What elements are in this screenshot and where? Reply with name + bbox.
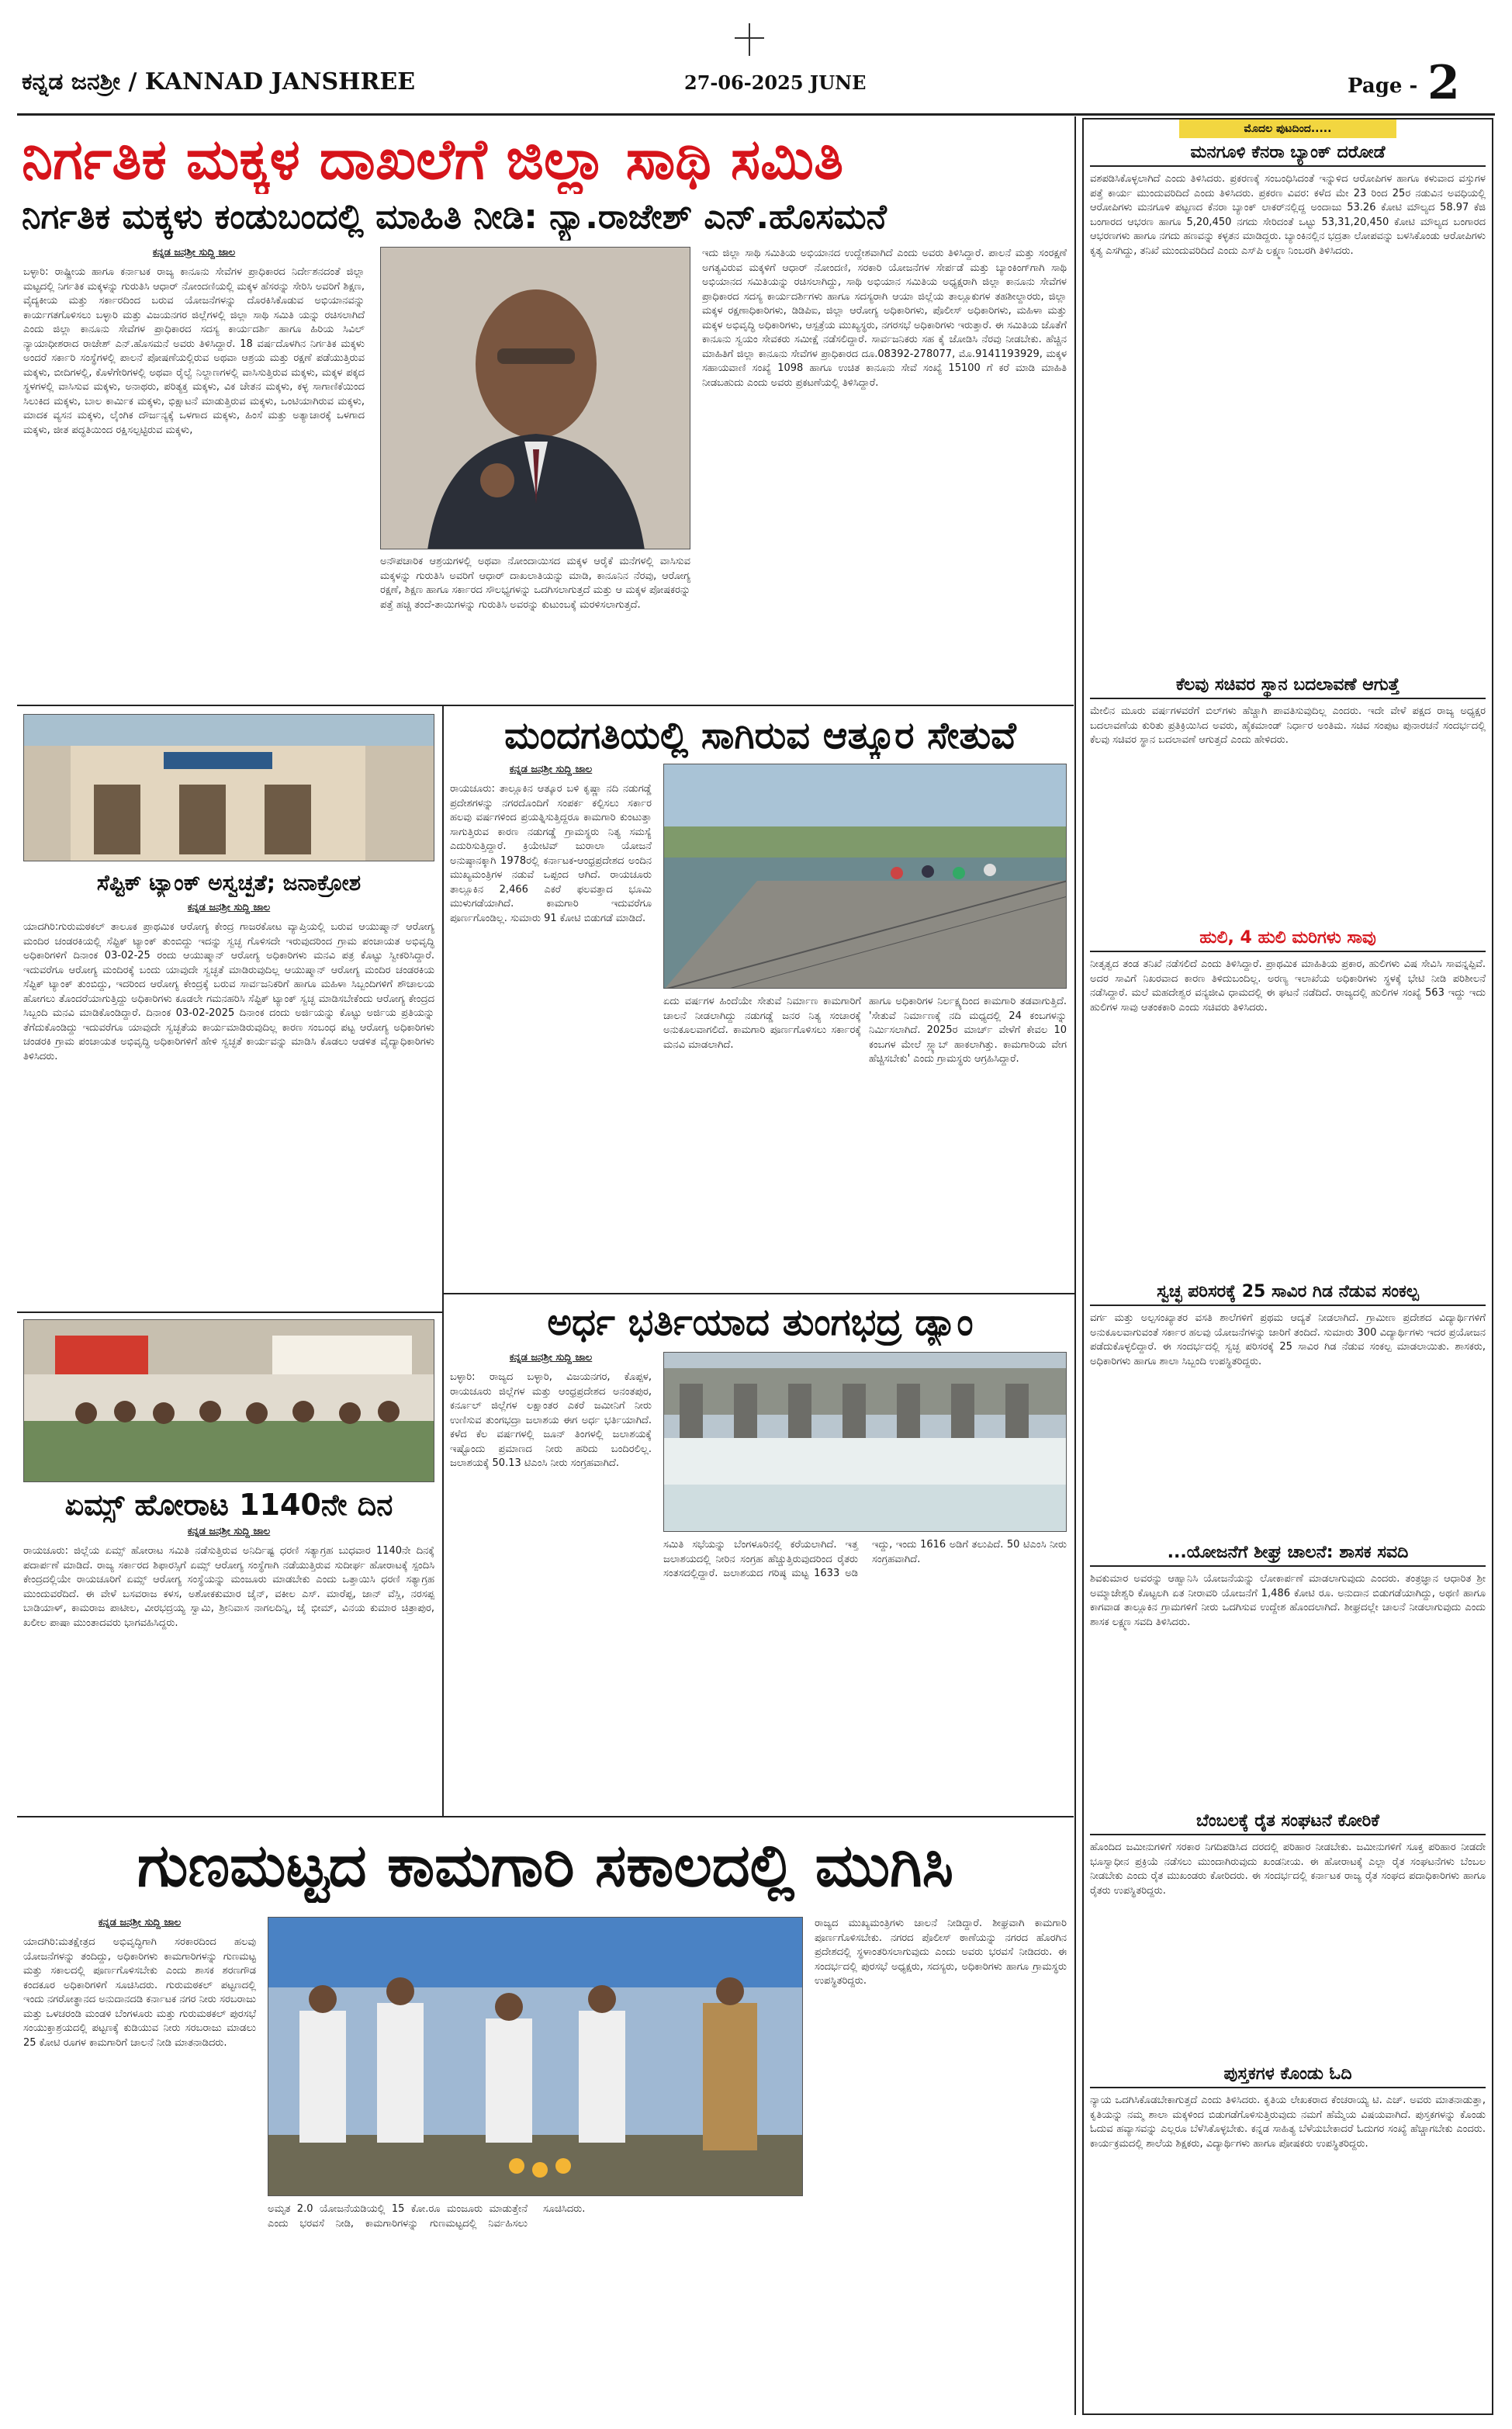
- quality-col-right: ರಾಜ್ಯದ ಮುಖ್ಯಮಂತ್ರಿಗಳು ಚಾಲನೆ ನೀಡಿದ್ದಾರೆ. ಶೀಘ್ರವಾಗಿ ಕಾಮಗಾರಿ ಪೂರ್ಣಗೊಳಿಸಬೇಕು. ನಗರದ ಪೊಲೀಸ್ ಠಾಣೆಯನ್ನು ನಗರದ ಹೊರಗಿನ ಪ್ರದೇಶದಲ್ಲಿ ಸ್ಥಳಾಂತರಿಸಲಾಗುವುದು ಎಂದು ಅವರು ಭರವಸೆ ನೀಡಿದರು. ಈ ಸಂದರ್ಭದಲ್ಲಿ ಪುರಸಭೆ ಅಧ್ಯಕ್ಷರು, ಸದಸ್ಯರು, ಅಧಿಕಾರಿಗಳು ಹಾಗೂ ಗ್ರಾಮಸ್ಥರು ಉಪಸ್ಥಿತರಿದ್ದರು.: [815, 1918, 1067, 1987]
- bridge-byline: ಕನ್ನಡ ಜನಶ್ರೀ ಸುದ್ದಿ ಜಾಲ: [509, 764, 593, 775]
- bridge-col-right: ಹಾಗೂ ಅಧಿಕಾರಿಗಳ ನಿರ್ಲಕ್ಷ್ಯದಿಂದ ಕಾಮಗಾರಿ ತಡವಾಗುತ್ತಿದೆ. 'ಸೇತುವೆ ನಿರ್ಮಾಣಕ್ಕೆ ನದಿ ಮಧ್ಯದಲ್ಲಿ 24 ಕಂಬಗಳನ್ನು ನಿರ್ಮಿಸಲಾಗಿದೆ. 2025ರ ಮಾರ್ಚ್ ವೇಳೆಗೆ ಕೇವಲ 10 ಕಂಬಗಳ ಮೇಲೆ ಸ್ಲ್ಯಾಬ್ ಹಾಕಲಾಗಿತ್ತು. ಕಾಮಗಾರಿಯ ವೇಗ ಹೆಚ್ಚಿಸಬೇಕು' ಎಂದು ಗ್ರಾಮಸ್ಥರು ಆಗ್ರಹಿಸಿದ್ದಾರೆ.: [869, 996, 1067, 1065]
- lead-col1: ಬಳ್ಳಾರಿ: ರಾಷ್ಟ್ರೀಯ ಹಾಗೂ ಕರ್ನಾಟಕ ರಾಜ್ಯ ಕಾನೂನು ಸೇವೆಗಳ ಪ್ರಾಧಿಕಾರದ ನಿರ್ದೇಶನದಂತೆ ಜಿಲ್ಲಾ ಮಟ್ಟದಲ್ಲಿ ನಿರ್ಗತಿಕ ಮಕ್ಕಳನ್ನು ಗುರುತಿಸಿ ಆಧಾರ್ ನೋಂದಣಿಯಲ್ಲಿ ಮಕ್ಕಳ ಹೆಸರನ್ನು ಸೇರಿಸಿ ಅವರಿಗೆ ಶಿಕ್ಷಣ, ವೈದ್ಯಕೀಯ ಮತ್ತು ಸರ್ಕಾರದಿಂದ ಬರುವ ಯೋಜನೆಗಳನ್ನು ದೊರಕಿಸಿಕೊಡುವ ಅಭಿಯಾನವನ್ನು ಕಾರ್ಯಗತಗೊಳಿಸಲು ಬಳ್ಳಾರಿ ಮತ್ತು ವಿಜಯನಗರ ಜಿಲ್ಲೆಗಳಲ್ಲಿ ಜಿಲ್ಲಾ ಸಾಥಿ ಸಮಿತಿ ಯನ್ನು ರಚಿಸಲಾಗಿದೆ ಎಂದು ಜಿಲ್ಲಾ ಕಾನೂನು ಸೇವೆಗಳ ಪ್ರಾಧಿಕಾರದ ಸದಸ್ಯ ಕಾರ್ಯದರ್ಶಿ ಹಾಗೂ ಹಿರಿಯ ಸಿವಿಲ್ ನ್ಯಾಯಾಧೀಶರಾದ ರಾಜೇಶ್ ಎನ್.ಹೊಸಮನೆ ಅವರು ತಿಳಿಸಿದ್ದಾರೆ. 18 ವರ್ಷದೊಳಗಿನ ನಿರ್ಗತಿಕ ಮಕ್ಕಳು ಅಂದರೆ ಸರ್ಕಾರಿ ಸಂಸ್ಥೆಗಳಲ್ಲಿ ಪಾಲನೆ ಪೋಷಣೆಯಲ್ಲಿರುವ ಅಥವಾ ಆಶ್ರಯ ಮತ್ತು ರಕ್ಷಣೆ ಪಡೆಯುತ್ತಿರುವ ಮಕ್ಕಳು, ಬೀದಿಗಳಲ್ಲಿ, ಕೊಳೆಗೇರಿಗಳಲ್ಲಿ ಅಥವಾ ರೈಲ್ವೆ ನಿಲ್ದಾಣಗಳಲ್ಲಿ ವಾಸಿಸುತ್ತಿರುವ ಮಕ್ಕಳು, ಮಕ್ಕಳ ಪಕ್ಕದ ಸ್ಥಳಗಳಲ್ಲಿ ವಾಸಿಸುವ ಮಕ್ಕಳು, ಅನಾಥರು, ಪರಿತ್ಯಕ್ತ ಮಕ್ಕಳು, ವಿಕ ಚೇತನ ಮಕ್ಕಳು, ಕಳ್ಳ ಸಾಗಾಣಿಕೆಯಿಂದ ಸಿಲುಕಿದ ಮಕ್ಕಳು, ಬಾಲ ಕಾರ್ಮಿಕ ಮಕ್ಕಳು, ಭಿಕ್ಷಾಟನೆ ಮಾಡುತ್ತಿರುವ ಮಕ್ಕಳು, ಒಂಟಿಯಾಗಿರುವ ಮಕ್ಕಳು, ಮಾದಕ ವ್ಯಸನ ಮಕ್ಕಳು, ಲೈಂಗಿಕ ದೌರ್ಜನ್ಯಕ್ಕೆ ಒಳಗಾದ ಮಕ್ಕಳು, ಹಿಂಸೆ ಮತ್ತು ಅತ್ಯಾಚಾರಕ್ಕೆ ಒಳಗಾದ ಮಕ್ಕಳು, ಜೀತ ಪದ್ಧತಿಯಿಂದ ರಕ್ಷಿಸಲ್ಪಟ್ಟಿರುವ ಮಕ್ಕಳು,: [23, 266, 365, 436]
- section-rule: [17, 705, 1074, 706]
- sidebar-story1-headline: ಮನಗೂಳಿ ಕೆನರಾ ಬ್ಯಾಂಕ್ ದರೋಡೆ: [1090, 140, 1486, 167]
- sidebar-story2-headline: ಕೆಲವು ಸಚಿವರ ಸ್ಥಾನ ಬದಲಾವಣೆ ಆಗುತ್ತೆ: [1090, 672, 1486, 699]
- dam-photo: [663, 1352, 1067, 1532]
- septic-body: ಯಾದಗಿರಿ:ಗುರುಮಠಕಲ್ ತಾಲೂಕ ಪ್ರಾಥಮಿಕ ಆರೋಗ್ಯ ಕೇಂದ್ರ ಗಾಜರಕೋಟ ವ್ಯಾಪ್ತಿಯಲ್ಲಿ ಬರುವ ಆಯುಷ್ಮಾನ್ ಆರೋಗ್ಯ ಮಂದಿರ ಚಂಡರಕಿಯಲ್ಲಿ ಸೆಪ್ಟಿಕ್ ಟ್ಯಾಂಕ್ ತುಂಬಿದ್ದು ಇದನ್ನು ಸ್ವಚ್ಛ ಗೊಳಿಸದೇ ಇರುವುದರಿಂದ ಗ್ರಾಮ ಪಂಚಾಯತ ಅಭಿವೃದ್ಧಿ ಅಧಿಕಾರಿಗಳಿಗೆ ದಿನಾಂಕ 03-02-25 ರಂದು ಆಯುಷ್ಮಾನ್ ಆರೋಗ್ಯ ಅಧಿಕಾರಿಗಳು ಮನವಿ ಪತ್ರ ಕೊಟ್ಟು ಸ್ವೀಕರಿಸಿದ್ದಾರೆ. ಇದುವರೆಗೂ ಆರೋಗ್ಯ ಮಂದಿರಕ್ಕೆ ಬಂದು ಯಾವುದೇ ಸ್ವಚ್ಛತೆ ಮಾಡಿರುವುದಿಲ್ಲ ಆಯುಷ್ಮಾನ್ ಆರೋಗ್ಯ ಮಂದಿರ ಚಂಡರಕಿಯ ಸೆಪ್ಟಿಕ್ ಟ್ಯಾಂಕ್ ತುಂಬಿದ್ದು, ಇದರಿಂದ ಆರೋಗ್ಯ ಕೇಂದ್ರಕ್ಕೆ ಬರುವ ಸಾರ್ವಜನಿಕರಿಗೆ ಹಾಗೂ ಮಹಿಳಾ ಸಿಬ್ಬಂದಿಗಳಿಗೆ ಶೌಚಾಲಯ ಹೋಗಲು ತೊಂದರೆಯಾಗುತ್ತಿದ್ದು ಅಧಿಕಾರಿಗಳು ಕೂಡಲೇ ಗಮನಹರಿಸಿ ಸೆಪ್ಟಿಕ್ ಟ್ಯಾಂಕ್ ಸ್ವಚ್ಛ ಮಾಡಿಸಬೇಕೆಂದು ಆರೋಗ್ಯ ಕೇಂದ್ರದ ಸಿಬ್ಬಂದಿ ಮನವಿ ಮಾಡಿಕೊಂಡಿದ್ದಾರೆ. ದಿನಾಂಕ 03-02-2025 ದಿನಾಂಕ ದಂದು ಅರ್ಜಿಯನ್ನು ಕೊಟ್ಟು ಅರ್ಜಿಯ ಪ್ರತಿಯನ್ನು ತೆಗೆದುಕೊಂಡಿದ್ದು ಇದುವರೆಗೂ ಯಾವುದೇ ಸ್ವಚ್ಛತೆಯ ಕಾರ್ಯಮಾಡಿರುವುದಿಲ್ಲ ಕಾರಣ ಸಂಬಂಧ ಪಟ್ಟ ಆರೋಗ್ಯ ಅಧಿಕಾರಿಗಳು ಚಂಡರಕಿ ಗ್ರಾಮ ಪಂಚಾಯತ ಅಭಿವೃದ್ಧಿ ಅಧಿಕಾರಿಗಳಿಗೆ ಹೇಳಿ ಸ್ವಚ್ಛತೆ ಕಾರ್ಯವನ್ನು ಮಾಡಿಸಿ ಕೊಡಲು ಆಡಳಿತ ವೈದ್ಯಾಧಿಕಾರಿಗಳು ತಿಳಿಸಿದರು.: [23, 921, 434, 1062]
- lead-byline: ಕನ್ನಡ ಜನಶ್ರೀ ಸುದ್ದಿ ಜಾಲ: [152, 247, 236, 258]
- page-number: 2: [1427, 56, 1460, 110]
- lead-col2: ಅನೌಪಚಾರಿಕ ಆಶ್ರಯಗಳಲ್ಲಿ ಅಥವಾ ನೋಂದಾಯಿಸದ ಮಕ್ಕಳ ಆರೈಕೆ ಮನೆಗಳಲ್ಲಿ ವಾಸಿಸುವ ಮಕ್ಕಳನ್ನು ಗುರುತಿಸಿ ಅವರಿಗೆ ಆಧಾರ್ ದಾಖಲಾತಿಯನ್ನು ಮಾಡಿ, ಕಾನೂನಿನ ನೆರವು, ಆರೋಗ್ಯ ರಕ್ಷಣೆ, ಶಿಕ್ಷಣ ಹಾಗೂ ಸರ್ಕಾರದ ಸೌಲಭ್ಯಗಳನ್ನು ಒದಗಿಸಲಾಗುತ್ತದೆ ಮತ್ತು ಆ ಮಕ್ಕಳ ಪೋಷಕರನ್ನು ಪತ್ತೆ ಹಚ್ಚಿ ತಂದೆ-ತಾಯಿಗಳನ್ನು ಗುರುತಿಸಿ ಅವರನ್ನು ಕುಟುಂಬಕ್ಕೆ ಮರಳಿಸಲಾಗುತ್ತದೆ.: [380, 556, 690, 611]
- sidebar-story3-headline: ಹುಲಿ, 4 ಹುಲಿ ಮರಿಗಳು ಸಾವು: [1090, 925, 1486, 952]
- aims-headline: ಏಮ್ಸ್ ಹೋರಾಟ 1140ನೇ ದಿನ: [64, 1488, 393, 1522]
- bridge-col-left: ರಾಯಚೂರು: ತಾಲ್ಲೂಕಿನ ಆತ್ಕೂರ ಬಳಿ ಕೃಷ್ಣಾ ನದಿ ನಡುಗಡ್ಡೆ ಪ್ರದೇಶಗಳನ್ನು ನಗರದೊಂದಿಗೆ ಸಂಪರ್ಕ ಕಲ್ಪಿಸಲು ಸರ್ಕಾರ ಹಲವು ವರ್ಷಗಳಿಂದ ಪ್ರಯತ್ನಿಸುತ್ತಿದ್ದರೂ ಕಾಮಗಾರಿ ಕುಂಟುತ್ತಾ ಸಾಗುತ್ತಿರುವ ಕಾರಣ ನಡುಗಡ್ಡೆ ಗ್ರಾಮಸ್ಥರು ನಿತ್ಯ ಸಮಸ್ಯೆ ಎದುರಿಸುತ್ತಿದ್ದಾರೆ. ಕ್ರಿಯೇಟಿವ್ ಜುರಾಲಾ ಯೋಜನೆ ಅನುಷ್ಠಾನಕ್ಕಾಗಿ 1978ರಲ್ಲಿ ಕರ್ನಾಟಕ-ಆಂಧ್ರಪ್ರದೇಶದ ಅಂದಿನ ಮುಖ್ಯಮಂತ್ರಿಗಳ ನಡುವೆ ಒಪ್ಪಂದ ಆಗಿದೆ. ರಾಯಚೂರು ತಾಲ್ಲೂಕಿನ 2,466 ಎಕರೆ ಫಲವತ್ತಾದ ಭೂಮಿ ಮುಳುಗಡೆಯಾಗಿದೆ. ಕಾಮಗಾರಿ ಇದುವರೆಗೂ ಪೂರ್ಣಗೊಂಡಿಲ್ಲ. ಸುಮಾರು 91 ಕೋಟಿ ಬಿಡುಗಡೆ ಮಾಡಿದೆ.: [450, 783, 652, 924]
- sidebar-story5-headline: ...ಯೋಜನೆಗೆ ಶೀಘ್ರ ಚಾಲನೆ: ಶಾಸಕ ಸವದಿ: [1090, 1540, 1486, 1567]
- septic-byline: ಕನ್ನಡ ಜನಶ್ರೀ ಸುದ್ದಿ ಜಾಲ: [187, 902, 271, 913]
- sidebar-story6-body: ಹೊಂದಿದ ಜಮೀನುಗಳಿಗೆ ಸರಕಾರ ನಿಗದಿಪಡಿಸಿದ ದರದಲ್ಲಿ ಪರಿಹಾರ ನೀಡಬೇಕು. ಜಮೀನುಗಳಿಗೆ ಸೂಕ್ತ ಪರಿಹಾರ ನೀಡದೇ ಭೂಸ್ವಾಧೀನ ಪ್ರಕ್ರಿಯೆ ನಡೆಸಲು ಮುಂದಾಗಿರುವುದು ಖಂಡನೀಯ. ಈ ಹೋರಾಟಕ್ಕೆ ಎಲ್ಲಾ ರೈತ ಸಂಘಟನೆಗಳು ಬೆಂಬಲ ನೀಡಬೇಕು ಎಂದು ರೈತ ಮುಖಂಡರು ಕೋರಿದರು. ಈ ಸಂದರ್ಭದಲ್ಲಿ ಕರ್ನಾಟಕ ರಾಜ್ಯ ರೈತ ಸಂಘದ ಪದಾಧಿಕಾರಿಗಳು ಹಾಗೂ ರೈತರು ಉಪಸ್ಥಿತರಿದ್ದರು.: [1090, 1842, 1486, 1897]
- quality-headline: ಗುಣಮಟ್ಟದ ಕಾಮಗಾರಿ ಸಕಾಲದಲ್ಲಿ ಮುಗಿಸಿ: [137, 1831, 953, 1900]
- sidebar-story3-body: ನೀತೃತ್ವದ ತಂಡ ತನಿಖೆ ನಡೆಸಲಿದೆ ಎಂದು ತಿಳಿಸಿದ್ದಾರೆ. ಪ್ರಾಥಮಿಕ ಮಾಹಿತಿಯ ಪ್ರಕಾರ, ಹುಲಿಗಳು ವಿಷ ಸೇವಿಸಿ ಸಾವನ್ನಪ್ಪಿವೆ. ಅದರ ಸಾವಿಗೆ ನಿಖರವಾದ ಕಾರಣ ತಿಳಿದುಬಂದಿಲ್ಲ. ಅರಣ್ಯ ಇಲಾಖೆಯ ಅಧಿಕಾರಿಗಳು ಸ್ಥಳಕ್ಕೆ ಭೇಟಿ ನೀಡಿ ಪರಿಶೀಲನೆ ನಡೆಸಿದ್ದಾರೆ. ಮಲೆ ಮಹದೇಶ್ವರ ವನ್ಯಜೀವಿ ಧಾಮದಲ್ಲಿ ಈ ಘಟನೆ ನಡೆದಿದೆ. ರಾಜ್ಯದಲ್ಲಿ ಹುಲಿಗಳ ಸಂಖ್ಯೆ 563 ಇದ್ದು ಇದು ಹುಲಿಗಳ ಸಾವು ಆತಂಕಕಾರಿ ಎಂದು ಸಚಿವರು ತಿಳಿಸಿದರು.: [1090, 958, 1486, 1014]
- bridge-col-mid: ಏದು ವರ್ಷಗಳ ಹಿಂದೆಯೇ ಸೇತುವೆ ನಿರ್ಮಾಣ ಕಾಮಗಾರಿಗೆ ಚಾಲನೆ ನೀಡಲಾಗಿದ್ದು ನಡುಗಡ್ಡೆ ಜನರ ನಿತ್ಯ ಸಂಚಾರಕ್ಕೆ ಅನುಕೂಲವಾಗಲಿದೆ. ಕಾಮಗಾರಿ ಪೂರ್ಣಗೊಳಿಸಲು ಸರ್ಕಾರಕ್ಕೆ ಮನವಿ ಮಾಡಲಾಗಿದೆ.: [663, 996, 861, 1051]
- septic-photo: [23, 714, 434, 861]
- bridge-headline: ಮಂದಗತಿಯಲ್ಲಿ ಸಾಗಿರುವ ಆತ್ಕೂರ ಸೇತುವೆ: [504, 714, 1016, 757]
- column-divider: [1074, 116, 1076, 2415]
- dam-col-right: ಸಮಿತಿ ಸಭೆಯನ್ನು ಬೆಂಗಳೂರಿನಲ್ಲಿ ಕರೆಯಲಾಗಿದೆ. ಇತ್ತ ಜಲಾಶಯದಲ್ಲಿ ನೀರಿನ ಸಂಗ್ರಹ ಹೆಚ್ಚುತ್ತಿರುವುದರಿಂದ ರೈತರು ಸಂತಸದಲ್ಲಿದ್ದಾರೆ. ಜಲಾಶಯದ ಗರಿಷ್ಠ ಮಟ್ಟ 1633 ಅಡಿ ಇದ್ದು, ಇಂದು 1616 ಅಡಿಗೆ ತಲುಪಿದೆ. 50 ಟಿಎಂಸಿ ನೀರು ಸಂಗ್ರಹವಾಗಿದೆ.: [663, 1539, 1067, 1579]
- lead-col3: ಇದು ಜಿಲ್ಲಾ ಸಾಥಿ ಸಮಿತಿಯ ಅಭಿಯಾನದ ಉದ್ದೇಶವಾಗಿದೆ ಎಂದು ಅವರು ತಿಳಿಸಿದ್ದಾರೆ. ಪಾಲನೆ ಮತ್ತು ಸಂರಕ್ಷಣೆ ಅಗತ್ಯವಿರುವ ಮಕ್ಕಳಿಗೆ ಆಧಾರ್ ನೋಂದಣಿ, ಸರಕಾರಿ ಯೋಜನೆಗಳ ಸೇರ್ಪಡೆ ಮತ್ತು ಬ್ಯಾಂಕಿಂಗ್‌ಗಾಗಿ ಸಾಥಿ ಅಭಿಯಾನದ ಸಮಿತಿಯನ್ನು ರಚಿಸಲಾಗಿದ್ದು, ಸಾಥಿ ಅಭಿಯಾನ ಸಮಿತಿಯ ಅಧ್ಯಕ್ಷರಾಗಿ ಜಿಲ್ಲಾ ಕಾನೂನು ಸೇವೆಗಳ ಪ್ರಾಧಿಕಾರದ ಸದಸ್ಯ ಕಾರ್ಯದರ್ಶಿಗಳು ಹಾಗೂ ಸದಸ್ಯರಾಗಿ ಆಯಾ ಜಿಲ್ಲೆಯ ತಾಲ್ಲೂಕುಗಳ ತಹಶೀಲ್ದಾರರು, ಜಿಲ್ಲಾ ಮಕ್ಕಳ ರಕ್ಷಣಾಧಿಕಾರಿಗಳು, ಡಿಡಿಪಿಐ, ಜಿಲ್ಲಾ ಆರೋಗ್ಯ ಅಧಿಕಾರಿಗಳು, ಪೊಲೀಸ್ ಅಧಿಕಾರಿಗಳು, ಮಹಿಳಾ ಮತ್ತು ಮಕ್ಕಳ ಅಭಿವೃದ್ಧಿ ಅಧಿಕಾರಿಗಳು, ಆಸ್ಪತ್ರೆಯ ಮುಖ್ಯಸ್ಥರು, ನಗರಸಭೆ ಅಧಿಕಾರಿಗಳು ಇರುತ್ತಾರೆ. ಈ ಸಮಿತಿಯ ಜೊತೆಗೆ ಕಾನೂನು ಸ್ವಯಂ ಸೇವಕರು ಸಮೀಕ್ಷೆ ನಡೆಸಲಿದ್ದಾರೆ. ಸಾರ್ವಜನಿಕರು ಸಹ ಕೈ ಜೋಡಿಸಿ ನೆರವು ನೀಡಬೇಕು. ಹೆಚ್ಚಿನ ಮಾಹಿತಿಗೆ ಜಿಲ್ಲಾ ಕಾನೂನು ಸೇವೆಗಳ ಪ್ರಾಧಿಕಾರದ ದೂ.08392-278077, ಮೊ.9141193929, ಮಕ್ಕಳ ಸಹಾಯವಾಣಿ ಸಂಖ್ಯೆ 1098 ಹಾಗೂ ಉಚಿತ ಕಾನೂನು ಸೇವೆ ಸಂಖ್ಯೆ 15100 ಗೆ ಕರೆ ಮಾಡಿ ಮಾಹಿತಿ ನೀಡಬಹುದು ಎಂದು ಅವರು ಪ್ರಕಟಣೆಯಲ್ಲಿ ತಿಳಿಸಿದ್ದಾರೆ.: [702, 248, 1067, 389]
- column-divider: [442, 706, 444, 1816]
- building-photo-icon: [24, 715, 434, 861]
- quality-col-left: ಯಾದಗಿರಿ:ಮತಕ್ಷೇತ್ರದ ಅಭಿವೃದ್ಧಿಗಾಗಿ ಸರಕಾರದಿಂದ ಹಲವು ಯೋಜನೆಗಳನ್ನು ತಂದಿದ್ದು, ಅಧಿಕಾರಿಗಳು ಕಾಮಗಾರಿಗಳನ್ನು ಗುಣಮಟ್ಟ ಮತ್ತು ಸಕಾಲದಲ್ಲಿ ಪೂರ್ಣಗೊಳಿಸಬೇಕು ಎಂದು ಶಾಸಕ ಶರಣಗೌಡ ಕಂದಕೂರ ಅಧಿಕಾರಿಗಳಿಗೆ ಸೂಚಿಸಿದರು. ಗುರುಮಠಕಲ್ ಪಟ್ಟಣದಲ್ಲಿ ಇಂದು ನಗರೋತ್ಥಾನದ ಅನುದಾನದಡಿ ಕರ್ನಾಟಕ ನಗರ ನೀರು ಸರಬರಾಜು ಮತ್ತು ಒಳಚರಂಡಿ ಮಂಡಳಿ ಬೆಂಗಳೂರು ಮತ್ತು ಗುರುಮಠಕಲ್ ಪುರಸಭೆ ಸಂಯುಕ್ತಾಶ್ರಯದಲ್ಲಿ ಪಟ್ಟಣಕ್ಕೆ ಕುಡಿಯುವ ನೀರು ಸರಬರಾಜು ಮಾಡಲು 25 ಕೋಟಿ ರೂಗಳ ಕಾಮಗಾರಿಗೆ ಚಾಲನೆ ನೀಡಿ ಮಾತನಾಡಿದರು.: [23, 1936, 256, 2049]
- sidebar-story7-body: ನ್ಯಾಯ ಒದಗಿಸಿಕೊಡಬೇಕಾಗುತ್ತದೆ ಎಂದು ತಿಳಿಸಿದರು. ಕೃತಿಯ ಲೇಖಕರಾದ ಕೆಂಚರಾಯ್ಯ ಟಿ. ಎಚ್. ಅವರು ಮಾತನಾಡುತ್ತಾ, ಕೃತಿಯನ್ನು ನಮ್ಮ ಶಾಲಾ ಮಕ್ಕಳಿಂದ ಬಿಡುಗಡೆಗೊಳಿಸುತ್ತಿರುವುದು ನಮಗೆ ಹೆಮ್ಮೆಯ ವಿಷಯವಾಗಿದೆ. ಪುಸ್ತಕಗಳನ್ನು ಕೊಂಡು ಓದುವ ಹವ್ಯಾಸವನ್ನು ಎಲ್ಲರೂ ಬೆಳೆಸಿಕೊಳ್ಳಬೇಕು. ಕನ್ನಡ ಸಾಹಿತ್ಯ ಬೆಳೆಯಬೇಕಾದರೆ ಓದುಗರ ಸಂಖ್ಯೆ ಹೆಚ್ಚಾಗಬೇಕು ಎಂದರು. ಕಾರ್ಯಕ್ರಮದಲ್ಲಿ ಶಾಲೆಯ ಶಿಕ್ಷಕರು, ವಿದ್ಯಾರ್ಥಿಗಳು ಹಾಗೂ ಪೋಷಕರು ಉಪಸ್ಥಿತರಿದ್ದರು.: [1090, 2095, 1486, 2150]
- dam-headline: ಅರ್ಧ ಭರ್ತಿಯಾದ ತುಂಗಭದ್ರ ಡ್ಯಾಂ: [547, 1301, 974, 1344]
- page-label: Page -: [1348, 74, 1418, 98]
- dam-byline: ಕನ್ನಡ ಜನಶ್ರೀ ಸುದ್ದಿ ಜಾಲ: [509, 1352, 593, 1363]
- section-rule: [442, 1293, 1074, 1294]
- lead-subheadline: ನಿರ್ಗತಿಕ ಮಕ್ಕಳು ಕಂಡುಬಂದಲ್ಲಿ ಮಾಹಿತಿ ನೀಡಿ: ನ್ಯಾ.ರಾಜೇಶ್ ಎನ್.ಹೊಸಮನೆ: [22, 197, 887, 237]
- protest-photo-icon: [24, 1320, 434, 1482]
- septic-headline: ಸೆಪ್ಟಿಕ್ ಟ್ಯಾಂಕ್ ಅಸ್ವಚ್ಛತೆ; ಜನಾಕ್ರೋಶ: [96, 870, 362, 896]
- quality-caption: ಅಮೃತ 2.0 ಯೋಜನೆಯಡಿಯಲ್ಲಿ 15 ಕೋ.ರೂ ಮಂಜೂರು ಮಾಡುತ್ತೇನೆ ಎಂದು ಭರವಸೆ ನೀಡಿ, ಕಾಮಗಾರಿಗಳನ್ನು ಗುಣಮಟ್ಟದಲ್ಲಿ ನಿರ್ವಹಿಸಲು ಸೂಚಿಸಿದರು.: [268, 2203, 586, 2230]
- masthead-title: ಕನ್ನಡ ಜನಶ್ರೀ / KANNAD JANSHREE: [22, 68, 416, 95]
- masthead-rule: [17, 113, 1495, 116]
- quality-photo: [268, 1917, 803, 2196]
- dam-spillway-icon: [664, 1353, 1067, 1532]
- crop-mark: [735, 37, 764, 39]
- section-rule: [17, 1816, 1074, 1817]
- aims-body: ರಾಯಚೂರು: ಜಿಲ್ಲೆಯ ಏಮ್ಸ್ ಹೋರಾಟ ಸಮಿತಿ ನಡೆಸುತ್ತಿರುವ ಅನಿರ್ದಿಷ್ಟ ಧರಣಿ ಸತ್ಯಾಗ್ರಹ ಬುಧವಾರ 1140ನೇ ದಿನಕ್ಕೆ ಪದಾರ್ಪಣೆ ಮಾಡಿದೆ. ರಾಜ್ಯ ಸರ್ಕಾರದ ಶಿಫಾರಸ್ಸಿಗೆ ಏಮ್ಸ್ ಆರೋಗ್ಯ ಸಂಸ್ಥೆಗಾಗಿ ನಡೆಯುತ್ತಿರುವ ಸುದೀರ್ಘ ಹೋರಾಟಕ್ಕೆ ಸ್ಪಂದಿಸಿ ಕೇಂದ್ರದಲ್ಲಿಯೇ ರಾಯಚೂರಿಗೆ ಏಮ್ಸ್ ಆರೋಗ್ಯ ಸಂಸ್ಥೆಯನ್ನು ಮಂಜೂರು ಮಾಡಬೇಕು ಎಂದು ಒತ್ತಾಯಿಸಿ ಧರಣಿ ಸತ್ಯಾಗ್ರಹ ಮುಂದುವರೆದಿದೆ. ಈ ವೇಳೆ ಬಸವರಾಜ ಕಳಸ, ಅಶೋಕಕುಮಾರ ಜೈನ್, ವಕೀಲ ಎಸ್. ಮಾರೆಪ್ಪ, ಜಾನ್ ವೆಸ್ಲಿ, ನರಸಪ್ಪ ಬಾಡಿಯಾಳ್, ಕಾಮರಾಜ ಪಾಟೀಲ, ವೀರಭದ್ರಯ್ಯ ಸ್ವಾಮಿ, ಶ್ರೀನಿವಾಸ ನಾಗಲದಿನ್ನಿ, ಜೈ ಭೀಮ್, ವಿನಯ ಕುಮಾರ ಚಿತ್ರಾಪುರ, ಖಲೀಲ ಪಾಷಾ ಮುಂತಾದವರು ಭಾಗವಹಿಸಿದ್ದರು.: [23, 1545, 434, 1629]
- masthead-date: 27-06-2025 JUNE: [684, 71, 867, 94]
- aims-photo: [23, 1319, 434, 1482]
- aims-byline: ಕನ್ನಡ ಜನಶ್ರೀ ಸುದ್ದಿ ಜಾಲ: [187, 1526, 271, 1537]
- ceremony-photo-icon: [268, 1918, 803, 2196]
- sidebar-banner: ಮೊದಲ ಪುಟದಿಂದ.....: [1179, 120, 1396, 138]
- sidebar-story4-headline: ಸ್ವಚ್ಛ ಪರಿಸರಕ್ಕೆ 25 ಸಾವಿರ ಗಿಡ ನೆಡುವ ಸಂಕಲ್ಪ: [1090, 1279, 1486, 1306]
- crop-mark: [749, 23, 750, 56]
- quality-byline: ಕನ್ನಡ ಜನಶ್ರೀ ಸುದ್ದಿ ಜಾಲ: [98, 1917, 182, 1928]
- sidebar-story5-body: ಶಿವಕುಮಾರ ಅವರನ್ನು ಆಹ್ವಾನಿಸಿ ಯೋಜನೆಯನ್ನು ಲೋಕಾರ್ಪಣೆ ಮಾಡಲಾಗುವುದು ಎಂದರು. ತಂತ್ರಜ್ಞಾನ ಆಧಾರಿತ ಶ್ರೀ ಅಮ್ಮಾಜೇಶ್ವರಿ ಕೊಟ್ಟಲಗಿ ಏತ ನೀರಾವರಿ ಯೋಜನೆಗೆ 1,486 ಕೋಟಿ ರೂ. ಅನುದಾನ ಬಿಡುಗಡೆಯಾಗಿದ್ದು, ಅಥಣಿ ಹಾಗೂ ಕಾಗವಾಡ ತಾಲ್ಲೂಕಿನ ಗ್ರಾಮಗಳಿಗೆ ನೀರು ಒದಗಿಸುವ ಉದ್ದೇಶ ಹೊಂದಲಾಗಿದೆ. ಶೀಘ್ರದಲ್ಲೇ ಚಾಲನೆ ನೀಡಲಾಗುವುದು ಎಂದು ಶಾಸಕ ಲಕ್ಷ್ಮಣ ಸವದಿ ತಿಳಿಸಿದರು.: [1090, 1573, 1486, 1628]
- sidebar-story1-body: ವಶಪಡಿಸಿಕೊಳ್ಳಲಾಗಿದೆ ಎಂದು ತಿಳಿಸಿದರು. ಪ್ರಕರಣಕ್ಕೆ ಸಂಬಂಧಿಸಿದಂತೆ ಇನ್ನುಳಿದ ಆರೋಪಿಗಳ ಹಾಗೂ ಕಳುವಾದ ವಸ್ತುಗಳ ಪತ್ತೆ ಕಾರ್ಯ ಮುಂದುವರಿದಿದೆ ಎಂದು ತಿಳಿಸಿದರು. ಪ್ರಕರಣ ವಿವರ: ಕಳೆದ ಮೇ 23 ರಿಂದ 25ರ ನಡುವಿನ ಅವಧಿಯಲ್ಲಿ ಆರೋಪಿಗಳು ಮನಗೂಳಿ ಪಟ್ಟಣದ ಕೆನರಾ ಬ್ಯಾಂಕ್ ಲಾಕರ್‌ನಲ್ಲಿದ್ದ ಅಂದಾಜು 53.26 ಕೋಟಿ ಮೌಲ್ಯದ 58.97 ಕೆಜಿ ಬಂಗಾರದ ಆಭರಣ ಹಾಗೂ 5,20,450 ನಗದು ಸೇರಿದಂತೆ ಒಟ್ಟು 53,31,20,450 ಕೋಟಿ ಮೌಲ್ಯದ ಬಂಗಾರದ ಆಭರಣಗಳು ಹಾಗೂ ನಗದು ಹಣವನ್ನು ಕಳ್ಳತನ ಮಾಡಿದ್ದರು. ಬ್ಯಾಂಕಿನಲ್ಲಿನ ಭದ್ರತಾ ಲೋಪವನ್ನು ಬಳಸಿಕೊಂಡು ಆರೋಪಿಗಳು ಕೃತ್ಯ ಎಸಗಿದ್ದು, ತನಿಖೆ ಮುಂದುವರಿದಿದೆ ಎಂದು ಎಸ್‌ಪಿ ಲಕ್ಷ್ಮಣ ನಿಂಬರಗಿ ತಿಳಿಸಿದರು.: [1090, 173, 1486, 257]
- sidebar-story6-headline: ಬೆಂಬಲಕ್ಕೆ ರೈತ ಸಂಘಟನೆ ಕೋರಿಕೆ: [1090, 1808, 1486, 1835]
- person-portrait-icon: [381, 248, 690, 549]
- lead-headline: ನಿರ್ಗತಿಕ ಮಕ್ಕಳ ದಾಖಲೆಗೆ ಜಿಲ್ಲಾ ಸಾಥಿ ಸಮಿತಿ: [22, 126, 844, 192]
- section-rule: [17, 1312, 442, 1313]
- bridge-photo: [663, 764, 1067, 989]
- lead-photo: [380, 247, 690, 549]
- sidebar-story4-body: ವರ್ಗ ಮತ್ತು ಅಲ್ಪಸಂಖ್ಯಾತರ ವಸತಿ ಶಾಲೆಗಳಿಗೆ ಪ್ರಥಮ ಆದ್ಯತೆ ನೀಡಲಾಗಿದೆ. ಗ್ರಾಮೀಣ ಪ್ರದೇಶದ ವಿದ್ಯಾರ್ಥಿಗಳಿಗೆ ಅನುಕೂಲವಾಗುವಂತೆ ಸರ್ಕಾರ ಹಲವು ಯೋಜನೆಗಳನ್ನು ಜಾರಿಗೆ ತಂದಿದೆ. ಸುಮಾರು 300 ವಿದ್ಯಾರ್ಥಿಗಳು ಇದರ ಪ್ರಯೋಜನ ಪಡೆದುಕೊಳ್ಳಲಿದ್ದಾರೆ. ಈ ಸಂದರ್ಭದಲ್ಲಿ ಸ್ವಚ್ಛ ಪರಿಸರಕ್ಕೆ 25 ಸಾವಿರ ಗಿಡ ನೆಡುವ ಸಂಕಲ್ಪ ಮಾಡಲಾಯಿತು. ಶಾಸಕರು, ಅಧಿಕಾರಿಗಳು ಹಾಗೂ ಶಾಲಾ ಸಿಬ್ಬಂದಿ ಉಪಸ್ಥಿತರಿದ್ದರು.: [1090, 1312, 1486, 1367]
- sidebar-story2-body: ಮೇಲಿನ ಮೂರು ವರ್ಷಗಳವರೆಗೆ ಬಿಲ್‌ಗಳು ಹೆಚ್ಚಾಗಿ ಪಾವತಿಸುವುದಿಲ್ಲ ಎಂದರು. ಇದೇ ವೇಳೆ ಪಕ್ಷದ ರಾಜ್ಯ ಅಧ್ಯಕ್ಷರ ಬದಲಾವಣೆಯ ಕುರಿತು ಪ್ರತಿಕ್ರಿಯಿಸಿದ ಅವರು, ಹೈಕಮಾಂಡ್ ನಿರ್ಧಾರ ಅಂತಿಮ. ಸಚಿವ ಸಂಪುಟ ಪುನಾರಚನೆ ಸಂದರ್ಭದಲ್ಲಿ ಕೆಲವು ಸಚಿವರ ಸ್ಥಾನ ಬದಲಾವಣೆ ಆಗುತ್ತದೆ ಎಂದು ಹೇಳಿದರು.: [1090, 705, 1486, 746]
- sidebar-story7-headline: ಪುಸ್ತಕಗಳ ಕೊಂಡು ಓದಿ: [1090, 2061, 1486, 2088]
- bridge-construction-icon: [664, 764, 1067, 989]
- dam-col-left: ಬಳ್ಳಾರಿ: ರಾಜ್ಯದ ಬಳ್ಳಾರಿ, ವಿಜಯನಗರ, ಕೊಪ್ಪಳ, ರಾಯಚೂರು ಜಿಲ್ಲೆಗಳ ಮತ್ತು ಆಂಧ್ರಪ್ರದೇಶದ ಅನಂತಪುರ, ಕರ್ನೂಲ್ ಜಿಲ್ಲೆಗಳ ಲಕ್ಷಾಂತರ ಎಕರೆ ಜಮೀನಿಗೆ ನೀರು ಉಣಿಸುವ ತುಂಗಭದ್ರಾ ಜಲಾಶಯ ಈಗ ಅರ್ಧ ಭರ್ತಿಯಾಗಿದೆ. ಕಳೆದ ಕೆಲ ವರ್ಷಗಳಲ್ಲಿ ಜೂನ್ ತಿಂಗಳಲ್ಲಿ ಜಲಾಶಯಕ್ಕೆ ಇಷ್ಟೊಂದು ಪ್ರಮಾಣದ ನೀರು ಹರಿದು ಬಂದಿರಲಿಲ್ಲ. ಜಲಾಶಯಕ್ಕೆ 50.13 ಟಿಎಂಸಿ ನೀರು ಸಂಗ್ರಹವಾಗಿದೆ.: [450, 1371, 652, 1469]
